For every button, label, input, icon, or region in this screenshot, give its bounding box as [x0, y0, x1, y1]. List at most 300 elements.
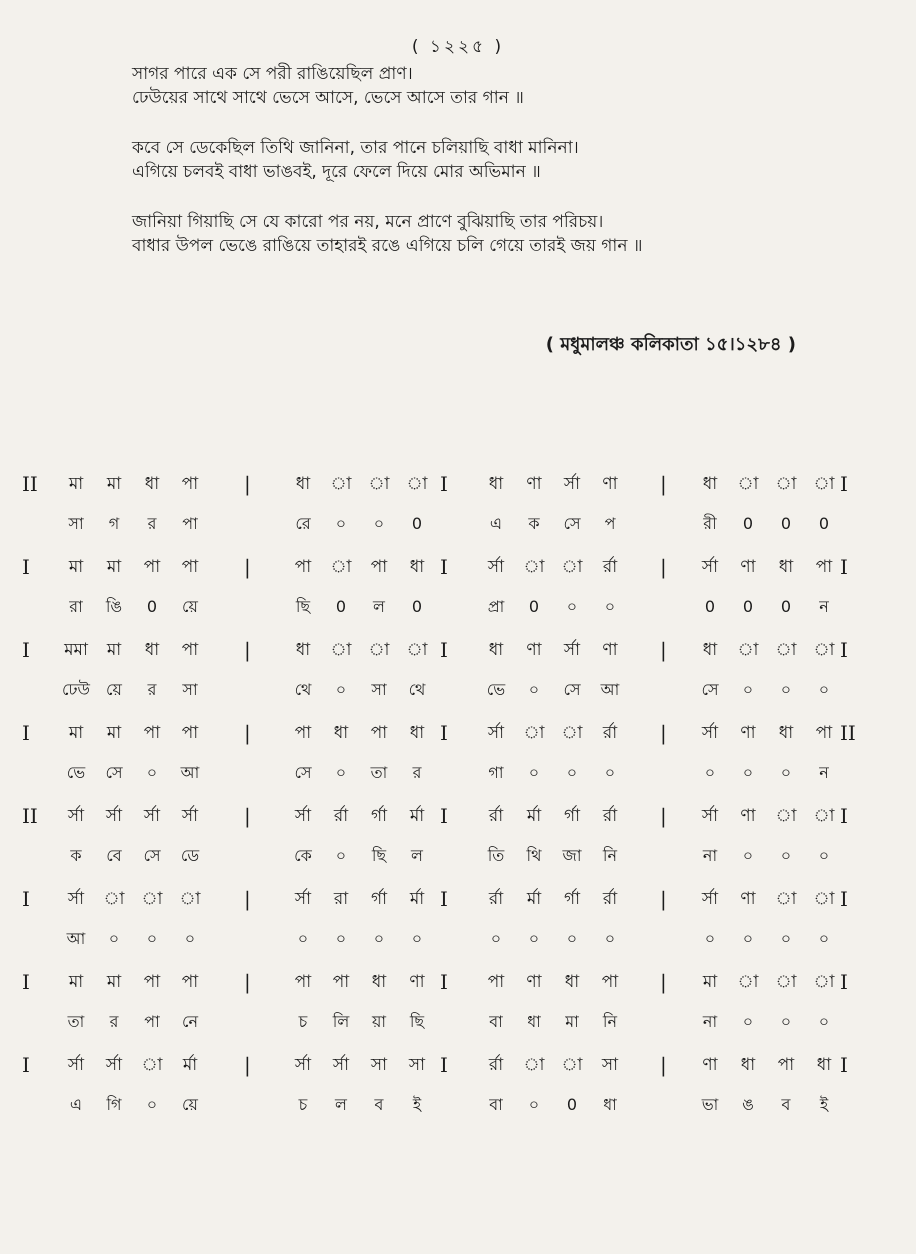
lyric-syllable: মা	[565, 1012, 579, 1031]
lyric-syllable: ভে	[486, 680, 506, 699]
swara-note: র্সা	[294, 1055, 312, 1075]
lyric-syllable: ০	[604, 763, 616, 782]
swara-note: ধা	[333, 723, 349, 743]
lyric-syllable: এ	[489, 514, 503, 533]
lyric-syllable: ছি	[409, 1012, 425, 1031]
swara-line	[0, 883, 916, 915]
bar-line: I	[440, 804, 448, 828]
swara-note: র্সা	[487, 723, 505, 743]
swara-note: ণা	[740, 557, 756, 577]
swara-note: রা	[333, 889, 349, 909]
lyric-syllable: ০	[108, 929, 120, 948]
lyric-syllable: আ	[66, 929, 86, 948]
swara-note: র্সা	[487, 557, 505, 577]
bar-line: |	[244, 970, 251, 994]
lyric-syllable: 0	[742, 597, 754, 616]
swara-note: া	[561, 557, 583, 577]
lyric-syllable: ভা	[701, 1095, 719, 1114]
swara-note: র্মা	[526, 889, 542, 909]
swara-note: পা	[815, 557, 833, 577]
lyric-syllable: ০	[146, 763, 158, 782]
lyric-syllable: ছি	[371, 846, 387, 865]
lyric-syllable: ধা	[603, 1095, 617, 1114]
swara-note: ধা	[371, 972, 387, 992]
swara-note: পা	[294, 972, 312, 992]
swara-note: া	[737, 640, 759, 660]
lyric-syllable: থে	[408, 680, 426, 699]
lyric-syllable: থি	[526, 846, 542, 865]
swara-note: র্সা	[143, 806, 161, 826]
swara-note: পা	[181, 557, 199, 577]
swara-note: া	[813, 640, 835, 660]
lyric-syllable: ০	[146, 929, 158, 948]
swara-note: র্সা	[67, 1055, 85, 1075]
swara-note: া	[561, 723, 583, 743]
lyric-syllable: পা	[144, 1012, 160, 1031]
swara-note: র্সা	[332, 1055, 350, 1075]
swara-note: র্সা	[701, 557, 719, 577]
swara-note: া	[813, 474, 835, 494]
lyric-syllable: ০	[566, 597, 578, 616]
lyric-syllable: থে	[294, 680, 312, 699]
bar-line: I	[440, 472, 448, 496]
lyric-syllable: ০	[780, 846, 792, 865]
bar-line: I	[440, 721, 448, 745]
swara-note: ধা	[740, 1055, 756, 1075]
lyric-syllable: ০	[335, 929, 347, 948]
swara-note: র্গা	[370, 806, 388, 826]
swara-note: া	[406, 474, 428, 494]
lyric-syllable: বা	[489, 1095, 503, 1114]
swara-note: া	[775, 806, 797, 826]
swara-note: র্মা	[182, 1055, 198, 1075]
swara-note: পা	[601, 972, 619, 992]
swara-note: মা	[106, 723, 122, 743]
lyric-syllable: তি	[487, 846, 505, 865]
bar-line: |	[244, 804, 251, 828]
lyric-syllable: কে	[294, 846, 312, 865]
lyric-syllable: ০	[297, 929, 309, 948]
lyric-syllable: গি	[106, 1095, 122, 1114]
swara-line	[0, 717, 916, 749]
swara-note: া	[813, 889, 835, 909]
swara-note: ণা	[409, 972, 425, 992]
swara-line	[0, 551, 916, 583]
bar-line: I	[22, 721, 30, 745]
lyric-syllable: সা	[68, 514, 84, 533]
lyric-syllable: রা	[69, 597, 83, 616]
lyric-syllable: নি	[602, 1012, 618, 1031]
lyric-syllable: ন	[819, 763, 829, 782]
lyric-syllable: য়ে	[106, 680, 122, 699]
swara-note: পা	[181, 640, 199, 660]
swara-note: া	[141, 889, 163, 909]
lyric-syllable: ০	[335, 763, 347, 782]
lyric-syllable: ধা	[527, 1012, 541, 1031]
swara-line	[0, 1049, 916, 1081]
swara-note: ধা	[409, 723, 425, 743]
swara-note: ধা	[144, 474, 160, 494]
lyric-syllable: র	[412, 763, 422, 782]
swara-note: া	[775, 640, 797, 660]
swara-note: মা	[68, 723, 84, 743]
bar-line: |	[660, 970, 667, 994]
bar-line: |	[244, 555, 251, 579]
lyric-syllable: ল	[373, 597, 385, 616]
notation-row	[0, 468, 916, 563]
lyric-syllable: ০	[818, 1012, 830, 1031]
lyric-syllable: ০	[742, 1012, 754, 1031]
lyric-syllable: ব	[781, 1095, 791, 1114]
notation-row	[0, 634, 916, 729]
lyric-syllable: ০	[704, 763, 716, 782]
swara-line	[0, 468, 916, 500]
bar-line: I	[22, 555, 30, 579]
lyric-syllable: বা	[489, 1012, 503, 1031]
lyric-syllable: প্রা	[487, 597, 505, 616]
swara-note: র্সা	[701, 806, 719, 826]
swara-note: া	[103, 889, 125, 909]
lyric-syllable: সে	[294, 763, 312, 782]
lyric-syllable: ০	[566, 929, 578, 948]
lyric-syllable: ঙ	[742, 1095, 754, 1114]
bar-line: II	[840, 721, 856, 745]
swara-note: র্রা	[602, 557, 618, 577]
swara-note: ণা	[740, 889, 756, 909]
swara-line	[0, 966, 916, 998]
lyric-syllable: ০	[528, 929, 540, 948]
lyric-syllable: ০	[742, 846, 754, 865]
lyric-syllable: ঙি	[105, 597, 123, 616]
bar-line: |	[244, 887, 251, 911]
lyric-syllable: ০	[780, 1012, 792, 1031]
lyric-syllable: র	[109, 1012, 119, 1031]
swara-note: র্সা	[105, 1055, 123, 1075]
swara-note: পা	[181, 474, 199, 494]
lyric-syllable: 0	[566, 1095, 578, 1114]
lyric-syllable: রে	[295, 514, 311, 533]
notation-row	[0, 883, 916, 978]
bar-line: I	[440, 1053, 448, 1077]
swara-note: া	[523, 723, 545, 743]
lyric-syllable: সে	[105, 763, 123, 782]
lyric-syllable: ০	[818, 929, 830, 948]
swara-note: মা	[68, 557, 84, 577]
bar-line: II	[22, 472, 38, 496]
lyric-line: ঢেউয়ের সাথে সাথে ভেসে আসে, ভেসে আসে তার গান ॥	[132, 88, 524, 108]
swara-note: ধা	[295, 640, 311, 660]
lyric-syllable: র	[147, 514, 157, 533]
syllable-line	[0, 840, 916, 872]
lyric-syllable: তা	[370, 763, 388, 782]
lyric-line: জানিয়া গিয়াছি সে যে কারো পর নয়, মনে প্রাণে বুঝিয়াছি তার পরিচয়।	[132, 212, 604, 232]
swara-note: া	[141, 1055, 163, 1075]
swara-note: সা	[601, 1055, 619, 1075]
page-number: ( ১২২৫ )	[411, 37, 505, 57]
lyric-syllable: ০	[528, 1095, 540, 1114]
swara-note: া	[775, 474, 797, 494]
lyric-syllable: ০	[604, 929, 616, 948]
lyric-syllable: ই	[412, 1095, 422, 1114]
swara-note: র্গা	[563, 806, 581, 826]
swara-note: পা	[332, 972, 350, 992]
bar-line: I	[22, 970, 30, 994]
bar-line: |	[660, 721, 667, 745]
lyric-syllable: ০	[528, 680, 540, 699]
swara-note: ধা	[816, 1055, 832, 1075]
swara-note: া	[330, 640, 352, 660]
attribution: ( মধুমালঞ্চ কলিকাতা ১৫।১২৮৪ )	[545, 334, 796, 355]
lyric-syllable: নে	[181, 1012, 199, 1031]
song-lyrics	[132, 62, 872, 258]
lyric-syllable: 0	[146, 597, 158, 616]
bar-line: I	[840, 804, 848, 828]
swara-note: মা	[68, 474, 84, 494]
swara-note: র্সা	[294, 806, 312, 826]
bar-line: I	[22, 887, 30, 911]
swara-note: মমা	[64, 640, 88, 660]
lyric-syllable: ০	[780, 929, 792, 948]
lyric-syllable: ০	[335, 846, 347, 865]
bar-line: |	[660, 555, 667, 579]
lyric-syllable: রী	[703, 514, 717, 533]
swara-note: ধা	[778, 557, 794, 577]
swara-note: র্গা	[370, 889, 388, 909]
bar-line: I	[22, 1053, 30, 1077]
lyric-syllable: ক	[70, 846, 82, 865]
bar-line: |	[244, 472, 251, 496]
lyric-syllable: ০	[818, 846, 830, 865]
lyric-syllable: ০	[184, 929, 196, 948]
swara-note: া	[179, 889, 201, 909]
swara-note: া	[813, 806, 835, 826]
lyric-syllable: 0	[780, 597, 792, 616]
lyric-syllable: ভে	[66, 763, 86, 782]
bar-line: |	[244, 1053, 251, 1077]
swara-line	[0, 800, 916, 832]
lyric-syllable: বে	[106, 846, 122, 865]
lyric-syllable: প	[604, 514, 616, 533]
swara-note: মা	[106, 557, 122, 577]
notation-row	[0, 551, 916, 646]
lyric-syllable: ০	[780, 763, 792, 782]
swara-note: পা	[815, 723, 833, 743]
swara-note: সা	[408, 1055, 426, 1075]
bar-line: I	[840, 1053, 848, 1077]
lyric-line: কবে সে ডেকেছিল তিথি জানিনা, তার পানে চলিয়াছি বাধা মানিনা।	[132, 138, 579, 158]
swara-note: া	[523, 557, 545, 577]
lyric-syllable: জা	[562, 846, 582, 865]
syllable-line	[0, 923, 916, 955]
swara-note: র্রা	[602, 806, 618, 826]
swara-note: র্রা	[602, 889, 618, 909]
lyric-syllable: ০	[818, 680, 830, 699]
swara-note: সা	[370, 1055, 388, 1075]
swara-note: র্রা	[488, 1055, 504, 1075]
lyric-syllable: ঢেউ	[61, 680, 90, 699]
lyric-syllable: চ	[298, 1095, 308, 1114]
swara-note: মা	[106, 972, 122, 992]
lyric-line: বাধার উপল ভেঙে রাঙিয়ে তাহারই রঙে এগিয়ে চলি গেয়ে তারই জয় গান ॥	[132, 236, 643, 256]
swara-note: ধা	[144, 640, 160, 660]
bar-line: |	[660, 887, 667, 911]
swara-note: ণা	[740, 723, 756, 743]
swara-note: র্সা	[67, 806, 85, 826]
bar-line: I	[840, 555, 848, 579]
swara-note: র্রা	[602, 723, 618, 743]
lyric-syllable: ল	[411, 846, 423, 865]
swara-note: র্মা	[409, 889, 425, 909]
lyric-syllable: ০	[373, 929, 385, 948]
swara-note: পা	[143, 723, 161, 743]
lyric-syllable: লি	[332, 1012, 350, 1031]
swara-note: ধা	[409, 557, 425, 577]
lyric-syllable: ল	[335, 1095, 347, 1114]
swara-note: পা	[181, 972, 199, 992]
swara-note: র্সা	[181, 806, 199, 826]
lyric-syllable: ন	[819, 597, 829, 616]
swara-note: ণা	[526, 640, 542, 660]
lyric-syllable: 0	[335, 597, 347, 616]
swara-note: া	[368, 640, 390, 660]
swara-note: ণা	[526, 474, 542, 494]
syllable-line	[0, 674, 916, 706]
swara-note: ধা	[702, 640, 718, 660]
bar-line: I	[440, 555, 448, 579]
lyric-syllable: আ	[600, 680, 620, 699]
lyric-syllable: ০	[704, 929, 716, 948]
syllable-line	[0, 508, 916, 540]
lyric-syllable: ডে	[180, 846, 200, 865]
swara-note: া	[775, 972, 797, 992]
lyric-syllable: পা	[182, 514, 198, 533]
lyric-syllable: চ	[298, 1012, 308, 1031]
swara-note: র্সা	[563, 640, 581, 660]
swara-note: পা	[487, 972, 505, 992]
bar-line: |	[244, 721, 251, 745]
lyric-syllable: ০	[528, 763, 540, 782]
notation-row	[0, 717, 916, 812]
swara-note: র্সা	[105, 806, 123, 826]
swara-note: পা	[143, 557, 161, 577]
lyric-syllable: ক	[528, 514, 540, 533]
swara-note: া	[813, 972, 835, 992]
notation-row	[0, 800, 916, 895]
swara-note: ধা	[488, 474, 504, 494]
bar-line: |	[660, 1053, 667, 1077]
lyric-syllable: তা	[67, 1012, 85, 1031]
swara-note: র্সা	[563, 474, 581, 494]
swara-note: র্রা	[333, 806, 349, 826]
bar-line: I	[840, 638, 848, 662]
lyric-line: সাগর পারে এক সে পরী রাঙিয়েছিল প্রাণ।	[132, 64, 413, 84]
lyric-syllable: 0	[411, 514, 423, 533]
swara-note: ধা	[488, 640, 504, 660]
swara-note: পা	[294, 723, 312, 743]
lyric-syllable: য়া	[371, 1012, 387, 1031]
lyric-syllable: ০	[742, 763, 754, 782]
lyric-syllable: ০	[742, 680, 754, 699]
syllable-line	[0, 591, 916, 623]
swara-note: মা	[702, 972, 718, 992]
swara-note: র্সা	[701, 723, 719, 743]
bar-line: I	[840, 970, 848, 994]
lyric-syllable: গা	[488, 763, 504, 782]
lyric-syllable: না	[702, 1012, 718, 1031]
lyric-syllable: সে	[143, 846, 161, 865]
lyric-syllable: ব	[374, 1095, 384, 1114]
lyric-syllable: ০	[146, 1095, 158, 1114]
swara-note: পা	[294, 557, 312, 577]
swara-note: া	[330, 474, 352, 494]
lyric-syllable: সা	[182, 680, 198, 699]
swara-note: মা	[68, 972, 84, 992]
lyric-syllable: সা	[371, 680, 387, 699]
lyric-syllable: না	[702, 846, 718, 865]
swara-note: ণা	[740, 806, 756, 826]
lyric-syllable: গ	[108, 514, 120, 533]
swara-note: া	[330, 557, 352, 577]
bar-line: I	[440, 887, 448, 911]
lyric-syllable: ছি	[295, 597, 311, 616]
swara-note: া	[523, 1055, 545, 1075]
bar-line: I	[440, 638, 448, 662]
lyric-syllable: আ	[180, 763, 200, 782]
swara-note: ধা	[564, 972, 580, 992]
bar-line: |	[660, 638, 667, 662]
swara-note: মা	[106, 640, 122, 660]
lyric-syllable: 0	[818, 514, 830, 533]
lyric-syllable: ০	[742, 929, 754, 948]
bar-line: I	[22, 638, 30, 662]
lyric-syllable: 0	[742, 514, 754, 533]
swara-note: া	[775, 889, 797, 909]
swara-note: পা	[370, 557, 388, 577]
bar-line: I	[840, 472, 848, 496]
lyric-syllable: সে	[701, 680, 719, 699]
swara-note: র্গা	[563, 889, 581, 909]
lyric-syllable: ০	[780, 680, 792, 699]
lyric-syllable: 0	[528, 597, 540, 616]
lyric-syllable: ই	[819, 1095, 829, 1114]
lyric-syllable: 0	[704, 597, 716, 616]
notation-row	[0, 966, 916, 1061]
swara-note: ধা	[702, 474, 718, 494]
lyric-syllable: ০	[604, 597, 616, 616]
lyric-syllable: সে	[563, 680, 581, 699]
swara-note: র্সা	[701, 889, 719, 909]
swara-note: পা	[777, 1055, 795, 1075]
swara-note: ণা	[602, 474, 618, 494]
lyric-syllable: ০	[335, 514, 347, 533]
lyric-syllable: 0	[780, 514, 792, 533]
notation-row	[0, 1049, 916, 1144]
lyric-syllable: ০	[335, 680, 347, 699]
swara-note: া	[737, 474, 759, 494]
swara-note: র্মা	[526, 806, 542, 826]
lyric-line: এগিয়ে চলবই বাধা ভাঙবই, দূরে ফেলে দিয়ে মোর অভিমান ॥	[132, 162, 541, 182]
swara-note: র্রা	[488, 889, 504, 909]
swara-note: মা	[106, 474, 122, 494]
bar-line: I	[840, 887, 848, 911]
lyric-syllable: ০	[490, 929, 502, 948]
bar-line: |	[244, 638, 251, 662]
swara-note: া	[368, 474, 390, 494]
swara-note: র্মা	[409, 806, 425, 826]
bar-line: |	[660, 472, 667, 496]
swara-note: ণা	[526, 972, 542, 992]
syllable-line	[0, 1089, 916, 1121]
